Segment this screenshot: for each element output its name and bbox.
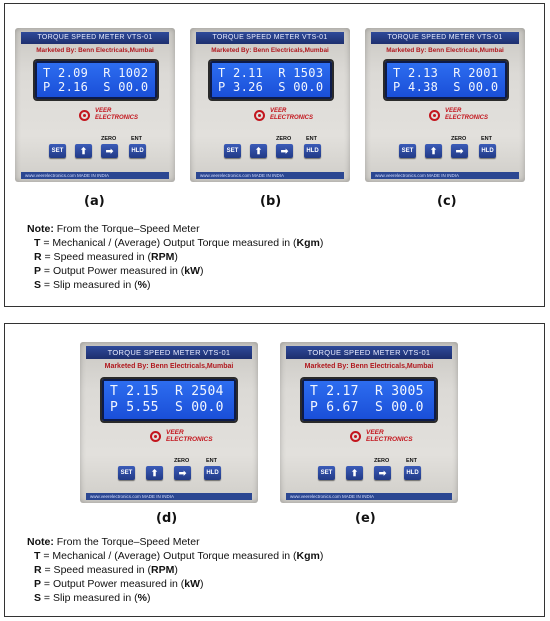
lcd-line-power-slip: P 4.38 S 00.0 (393, 80, 499, 94)
hld-button[interactable]: HLD (204, 466, 221, 480)
hld-button[interactable]: HLD (304, 144, 321, 158)
meter-header: TORQUE SPEED METER VTS-01 (196, 32, 344, 44)
note-item-torque: T = Mechanical / (Average) Output Torque measured in (Kgm) (34, 237, 324, 249)
caption-e: (e) (355, 511, 376, 526)
veer-logo-icon (350, 431, 361, 442)
zero-label: ZERO (174, 458, 190, 464)
set-button[interactable]: SET (118, 466, 135, 480)
meter-footer: www.veerelectronics.com MADE IN INDIA (371, 172, 519, 179)
set-button[interactable]: SET (399, 144, 416, 158)
meter-marketed-by: Marketed By: Benn Electricals,Mumbai (304, 363, 434, 370)
note-block-bottom (27, 535, 323, 605)
ent-label: ENT (306, 136, 317, 142)
note-block-top (27, 222, 323, 292)
note-item-power: P = Output Power measured in (kW) (34, 578, 204, 590)
meter-photo-a (15, 28, 175, 182)
meter-marketed-by: Marketed By: Benn Electricals,Mumbai (386, 47, 504, 54)
meter-footer: www.veerelectronics.com MADE IN INDIA (196, 172, 344, 179)
veer-logo-icon (150, 431, 161, 442)
set-button[interactable]: SET (49, 144, 66, 158)
ent-label: ENT (206, 458, 217, 464)
brand-logo-text: VEER ELECTRONICS (445, 108, 489, 121)
right-arrow-button[interactable]: ➡ (374, 466, 391, 480)
meter-footer: www.veerelectronics.com MADE IN INDIA (21, 172, 169, 179)
lcd-display (302, 379, 436, 421)
meter-footer: www.veerelectronics.com MADE IN INDIA (286, 493, 452, 500)
hld-button[interactable]: HLD (479, 144, 496, 158)
brand-logo-text: VEER ELECTRONICS (95, 108, 139, 121)
up-arrow-button[interactable]: ⬆ (250, 144, 267, 158)
note-intro: Note: From the Torque–Speed Meter (27, 223, 200, 235)
ent-label: ENT (406, 458, 417, 464)
veer-logo-icon (429, 110, 440, 121)
lcd-line-torque-speed: T 2.11 R 1503 (218, 66, 324, 80)
right-arrow-button[interactable]: ➡ (174, 466, 191, 480)
lcd-line-torque-speed: T 2.17 R 3005 (310, 384, 424, 399)
note-intro: Note: From the Torque–Speed Meter (27, 536, 200, 548)
lcd-display (385, 61, 507, 99)
brand-logo-text: VEER ELECTRONICS (366, 429, 413, 443)
ent-label: ENT (131, 136, 142, 142)
note-item-power: P = Output Power measured in (kW) (34, 265, 204, 277)
meter-photo-d (80, 342, 258, 503)
lcd-line-power-slip: P 2.16 S 00.0 (43, 80, 149, 94)
meter-photo-c (365, 28, 525, 182)
meter-header: TORQUE SPEED METER VTS-01 (86, 346, 252, 359)
right-arrow-button[interactable]: ➡ (451, 144, 468, 158)
caption-b: (b) (260, 194, 282, 209)
caption-a: (a) (84, 194, 105, 209)
zero-label: ZERO (374, 458, 390, 464)
caption-d: (d) (156, 511, 178, 526)
note-item-speed: R = Speed measured in (RPM) (34, 251, 178, 263)
note-item-slip: S = Slip measured in (%) (34, 592, 151, 604)
hld-button[interactable]: HLD (404, 466, 421, 480)
note-item-speed: R = Speed measured in (RPM) (34, 564, 178, 576)
note-item-slip: S = Slip measured in (%) (34, 279, 151, 291)
lcd-line-power-slip: P 5.55 S 00.0 (110, 400, 224, 415)
lcd-display (102, 379, 236, 421)
veer-logo-icon (79, 110, 90, 121)
up-arrow-button[interactable]: ⬆ (146, 466, 163, 480)
lcd-line-torque-speed: T 2.09 R 1002 (43, 66, 149, 80)
set-button[interactable]: SET (318, 466, 335, 480)
up-arrow-button[interactable]: ⬆ (425, 144, 442, 158)
up-arrow-button[interactable]: ⬆ (346, 466, 363, 480)
zero-label: ZERO (101, 136, 117, 142)
right-arrow-button[interactable]: ➡ (276, 144, 293, 158)
zero-label: ZERO (276, 136, 292, 142)
meter-marketed-by: Marketed By: Benn Electricals,Mumbai (36, 47, 154, 54)
lcd-line-torque-speed: T 2.15 R 2504 (110, 384, 224, 399)
lcd-display (210, 61, 332, 99)
meter-header: TORQUE SPEED METER VTS-01 (21, 32, 169, 44)
zero-label: ZERO (451, 136, 467, 142)
meter-photo-b (190, 28, 350, 182)
brand-logo-text: VEER ELECTRONICS (166, 429, 213, 443)
lcd-display (35, 61, 157, 99)
lcd-line-power-slip: P 6.67 S 00.0 (310, 400, 424, 415)
right-arrow-button[interactable]: ➡ (101, 144, 118, 158)
veer-logo-icon (254, 110, 265, 121)
brand-logo-text: VEER ELECTRONICS (270, 108, 314, 121)
meter-header: TORQUE SPEED METER VTS-01 (371, 32, 519, 44)
meter-footer: www.veerelectronics.com MADE IN INDIA (86, 493, 252, 500)
meter-marketed-by: Marketed By: Benn Electricals,Mumbai (211, 47, 329, 54)
meter-header: TORQUE SPEED METER VTS-01 (286, 346, 452, 359)
lcd-line-power-slip: P 3.26 S 00.0 (218, 80, 324, 94)
meter-marketed-by: Marketed By: Benn Electricals,Mumbai (104, 363, 234, 370)
ent-label: ENT (481, 136, 492, 142)
lcd-line-torque-speed: T 2.13 R 2001 (393, 66, 499, 80)
meter-photo-e (280, 342, 458, 503)
note-item-torque: T = Mechanical / (Average) Output Torque measured in (Kgm) (34, 550, 324, 562)
up-arrow-button[interactable]: ⬆ (75, 144, 92, 158)
caption-c: (c) (437, 194, 457, 209)
set-button[interactable]: SET (224, 144, 241, 158)
hld-button[interactable]: HLD (129, 144, 146, 158)
